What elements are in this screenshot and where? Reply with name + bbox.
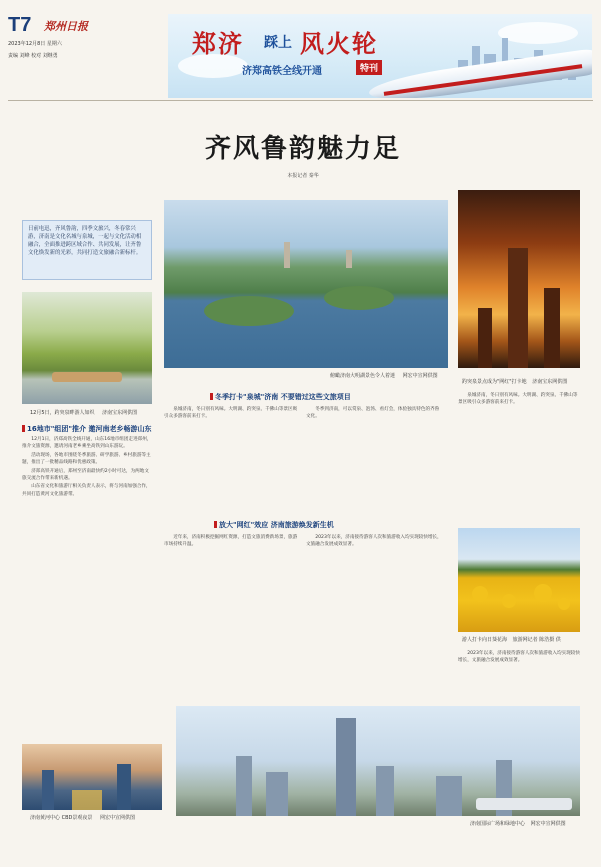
section2-body-left — [164, 406, 300, 508]
section2-title — [210, 392, 351, 402]
caption-text: 游人打卡向日葵花海 — [462, 637, 508, 643]
tower-shape — [284, 242, 290, 268]
caption-text: 济南黄河中心 CBD景观夜景 — [30, 815, 93, 821]
tram-shape — [476, 798, 572, 810]
paragraph: 2023年以来，济南接待游客人次和旅游收入均实现较快增长，文旅融合发展成效显著。 — [306, 535, 442, 548]
paragraph: 泉城济南，冬日别有风味。大明湖、趵突泉、千佛山等景区吸引众多游客前来打卡。 — [164, 407, 298, 420]
tower-shape — [346, 250, 352, 268]
banner-title-a: 郑济 — [192, 29, 244, 58]
paragraph: 济郑高铁开通后，郑州至济南最快约2小时可达，为两地文旅交流合作带来新机遇。 — [22, 468, 149, 482]
page-header — [0, 0, 601, 98]
caption-credit: 旅游网记者 陈浩摄 供 — [512, 637, 561, 643]
caption-text: 济南国际广场和绿地中心 — [470, 821, 526, 827]
photo-daming-lake — [164, 200, 448, 368]
paragraph: 近年来，济南积极挖掘网红资源，打造文旅消费新场景，旅游市场持续升温。 — [164, 535, 298, 548]
page-number: T7 — [8, 14, 32, 36]
caption-city — [470, 820, 566, 827]
page-headline: 齐风鲁韵魅力足 — [204, 134, 401, 164]
photo-cbd-night — [22, 744, 162, 810]
editor-line: 责编 刘峰 校对 刘继勇 — [8, 53, 58, 59]
special-issue-tag: 特刊 — [356, 60, 382, 75]
caption-text: 趵突泉景点成为"网红"打卡地 — [462, 379, 527, 385]
caption-lake — [330, 372, 438, 379]
section2-title-text: 冬季打卡"泉城"济南 不要错过这些文旅项目 — [215, 393, 351, 401]
caption-credit: 济南宝东网供图 — [102, 410, 138, 416]
photo-night-landmark — [458, 190, 580, 368]
caption-sunflower — [462, 636, 561, 643]
caption-willow — [30, 409, 137, 416]
island-shape — [204, 296, 294, 326]
byline: 本报记者 秦华 — [287, 173, 319, 179]
caption-credit: 网宏中宣网供图 — [530, 821, 566, 827]
paragraph: 活动现场，各地市围绕冬季旅游、研学旅游、乡村旅游等主题，推出了一批精品线路和优惠政策。 — [22, 452, 151, 466]
caption-credit: 网宏中宣网供图 — [402, 373, 438, 379]
section1-title-text: 16地市"组团"推介 邀河南老乡畅游山东 — [27, 425, 152, 433]
paragraph: 冬季到济南，可以赏泉、泡汤、看灯会，体验独具特色的齐鲁文化。 — [306, 407, 440, 420]
caption-cbd — [30, 814, 135, 821]
caption-night — [462, 378, 567, 385]
section3-title-text: 放大"网红"效应 济南旅游焕发新生机 — [219, 521, 334, 529]
paragraph: 泉城济南，冬日别有风味。大明湖、趵突泉、千佛山等景区吸引众多游客前来打卡。 — [458, 393, 578, 406]
section1-title — [22, 424, 151, 434]
section3-body-right — [306, 534, 442, 714]
section3-title — [214, 520, 334, 530]
photo-willow-spring — [22, 292, 152, 404]
section1-body — [22, 436, 152, 746]
paragraph: 2023年以来，济南接待游客人次和旅游收入均实现较快增长，文旅融合发展成效显著。 — [458, 651, 580, 664]
caption-credit: 网宏中宣网供图 — [99, 815, 135, 821]
paper-name: 郑州日报 — [44, 20, 88, 33]
banner-subtitle: 济郑高铁全线开通 — [242, 66, 322, 77]
caption-text: 12月5日，趵突泉畔游人如织 — [30, 410, 95, 416]
caption-credit: 济南宝东网供图 — [532, 379, 568, 385]
issue-date: 2023年12月8日 星期六 — [8, 41, 62, 47]
caption-text: 俯瞰济南大明湖景色令人着迷 — [330, 373, 396, 379]
banner-title-b: 踩上 — [264, 35, 292, 51]
island-shape — [324, 286, 394, 310]
pavilion-shape — [52, 372, 122, 382]
intro-box: 日前电迅，齐风鲁韵，四季文旅兴，冬春常兴游，济南是文化名城与泉城，一起与文化活动相融合，全面推进跨区域合作、共同发展，让齐鲁文化焕发新的光彩，共同打造文旅融合新标杆。 — [22, 220, 152, 280]
paragraph: 12月1日，济郑高铁全线开通，山东16地市组团走进郑州，推介文旅资源，邀请河南老乡乘坐高铁到山东游玩。 — [22, 437, 152, 450]
right-column-body — [458, 392, 580, 520]
section2-body-right — [306, 406, 442, 508]
special-issue-banner — [168, 14, 592, 98]
photo-city-skyline — [176, 706, 580, 816]
paragraph: 山东省文化和旅游厅相关负责人表示，将与河南加强合作，共同打造黄河文化旅游带。 — [22, 484, 151, 497]
banner-title-c: 风火轮 — [300, 29, 378, 58]
section3-body-left — [164, 534, 300, 714]
divider — [8, 100, 593, 101]
photo-sunflower-field — [458, 528, 580, 632]
